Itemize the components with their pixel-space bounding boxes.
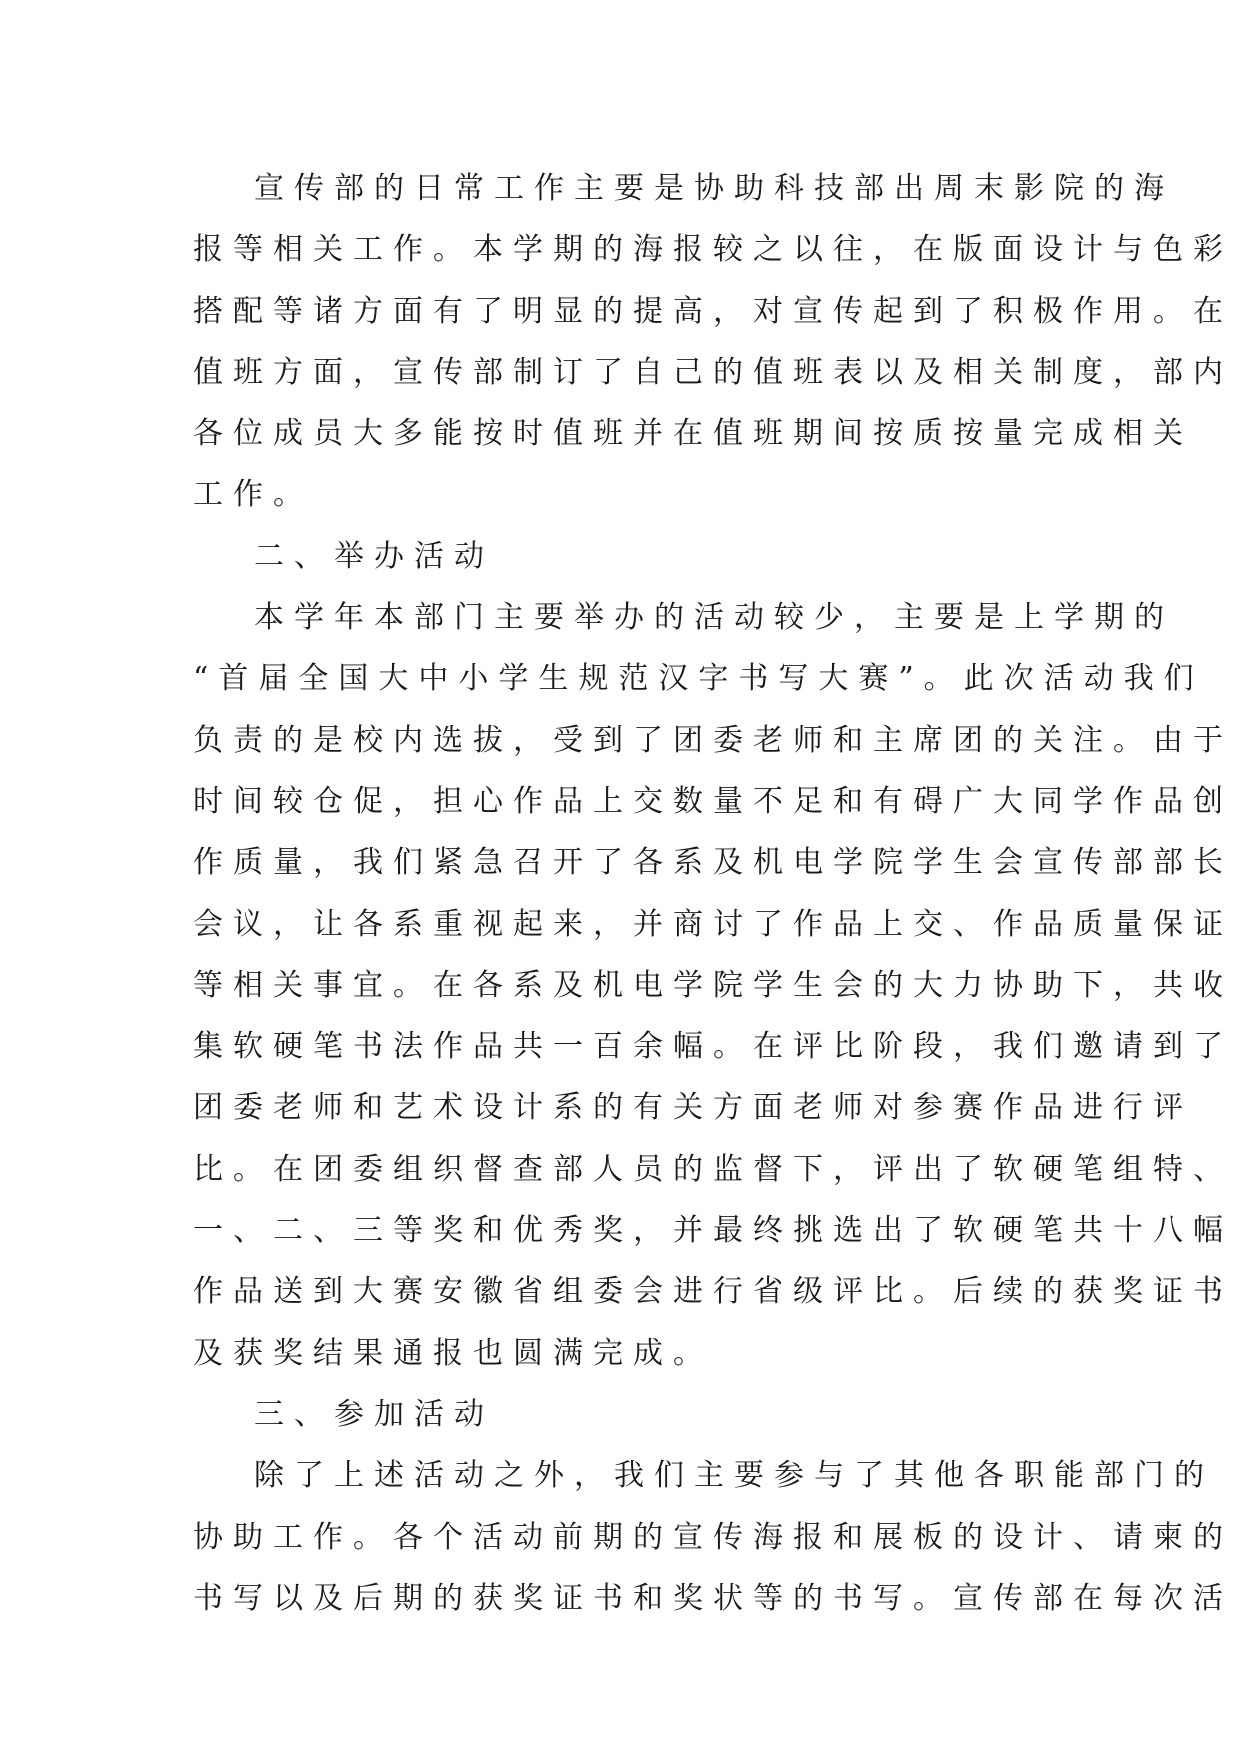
text-line: 值班方面，宣传部制订了自己的值班表以及相关制度，部内: [193, 354, 1233, 390]
text-line: 及获奖结果通报也圆满完成。: [193, 1335, 713, 1371]
text-line: 作质量，我们紧急召开了各系及机电学院学生会宣传部部长: [193, 845, 1233, 881]
section-heading: 三、参加活动: [254, 1396, 494, 1432]
text-line: 各位成员大多能按时值班并在值班期间按质按量完成相关: [193, 416, 1193, 452]
text-line: 负责的是校内选拔，受到了团委老师和主席团的关注。由于: [193, 722, 1233, 758]
text-line: 会议，让各系重视起来，并商讨了作品上交、作品质量保证: [193, 906, 1233, 942]
text-line: 书写以及后期的获奖证书和奖状等的书写。宣传部在每次活: [193, 1580, 1233, 1616]
text-line: 作品送到大赛安徽省组委会进行省级评比。后续的获奖证书: [193, 1274, 1233, 1310]
text-line: 报等相关工作。本学期的海报较之以往，在版面设计与色彩: [193, 232, 1233, 268]
text-line: 协助工作。各个活动前期的宣传海报和展板的设计、请柬的: [193, 1519, 1233, 1555]
text-line: 除了上述活动之外，我们主要参与了其他各职能部门的: [254, 1458, 1214, 1494]
text-line: 工作。: [193, 477, 313, 513]
text-line: 宣传部的日常工作主要是协助科技部出周末影院的海: [254, 171, 1174, 206]
text-line: 集软硬笔书法作品共一百余幅。在评比阶段，我们邀请到了: [193, 1029, 1233, 1065]
text-line: “首届全国大中小学生规范汉字书写大赛”。此次活动我们: [193, 661, 1204, 697]
text-line: 一、二、三等奖和优秀奖，并最终挑选出了软硬笔共十八幅: [193, 1213, 1233, 1249]
text-line: 搭配等诸方面有了明显的提高，对宣传起到了积极作用。在: [193, 293, 1233, 329]
text-line: 比。在团委组织督查部人员的监督下，评出了软硬笔组特、: [193, 1151, 1233, 1187]
text-line: 时间较仓促，担心作品上交数量不足和有碍广大同学作品创: [193, 783, 1233, 819]
text-line: 等相关事宜。在各系及机电学院学生会的大力协助下，共收: [193, 967, 1233, 1003]
document-body: [193, 158, 1233, 1629]
text-line: 本学年本部门主要举办的活动较少，主要是上学期的: [254, 600, 1174, 636]
section-heading: 二、举办活动: [254, 538, 494, 574]
text-line: 团委老师和艺术设计系的有关方面老师对参赛作品进行评: [193, 1090, 1193, 1126]
